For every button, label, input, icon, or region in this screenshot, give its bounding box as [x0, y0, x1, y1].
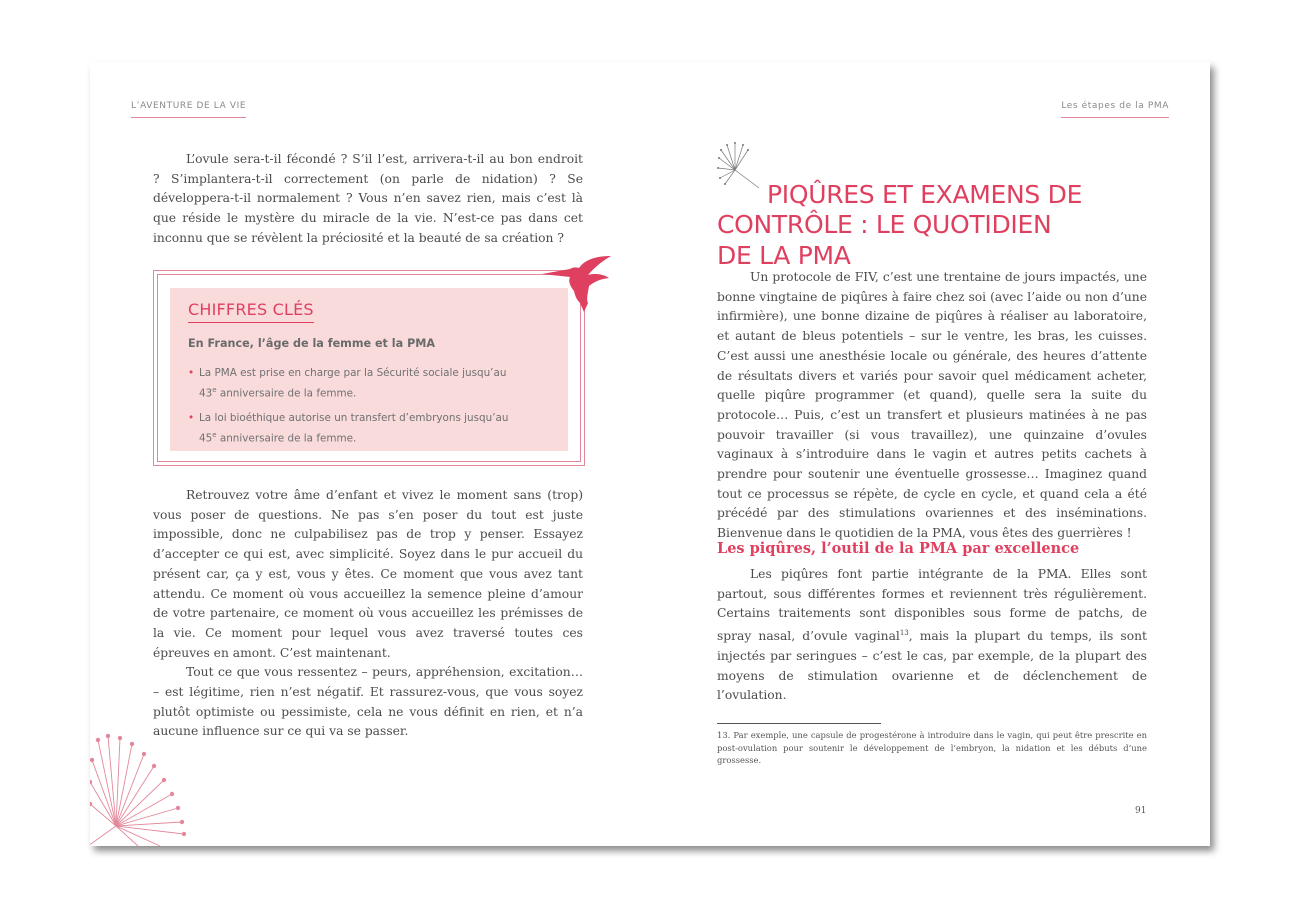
key-figure-age: 45 — [199, 432, 213, 445]
key-figures-subtitle: En France, l’âge de la femme et la PMA — [188, 337, 436, 350]
section-heading: Les piqûres, l’outil de la PMA par excellence — [717, 540, 1080, 557]
footnote-reference: 13 — [899, 629, 909, 638]
key-figures-list — [188, 365, 558, 456]
key-figure-line: • La loi bioéthique autorise un transfert d’embryons jusqu’au — [199, 412, 509, 425]
key-figure-age: 43 — [199, 387, 213, 400]
left-body-text — [153, 486, 583, 742]
chapter-title — [717, 180, 1117, 272]
dandelion-icon — [90, 730, 188, 846]
key-figure-line — [199, 427, 558, 447]
paragraph-text: Les piqûres font partie intégrante de la PMA. Elles sont partout, sous différentes formes et reviennent très régulièrement. Certains traitements sont disponibles sous forme de patchs, de spray nasal, d’ovule vaginal — [717, 567, 1147, 644]
footnote: 13. Par exemple, une capsule de progestérone à introduire dans le vagin, qui peut être prescrite en post-ovulation pour soutenir le développement de l’embryon, la nidation et les débuts d’une grossesse. — [717, 730, 1147, 766]
ordinal-suffix: e — [212, 386, 217, 394]
left-intro-text — [153, 150, 583, 249]
right-running-head: Les étapes de la PMA — [1061, 101, 1169, 118]
chapter-title-line: DE LA PMA — [717, 240, 851, 270]
key-figure-line: • La PMA est prise en charge par la Sécurité sociale jusqu’au — [199, 367, 507, 379]
key-figure-rest: anniversaire de la femme. — [216, 387, 357, 400]
key-figure-item — [188, 365, 558, 402]
body-paragraph: Tout ce que vous ressentez – peurs, appréhension, excitation… – est légitime, rien n’est négatif. Et rassurez-vous, que vous soyez plutôt optimiste ou pessimiste, cela ne vous définit en rien, et n’a aucune influence sur ce qui va se passer. — [153, 665, 583, 739]
book-spread — [90, 62, 1210, 846]
chapter-title-line: PIQÛRES ET EXAMENS DE — [767, 179, 1083, 209]
key-figures-title: CHIFFRES CLÉS — [188, 300, 314, 323]
body-paragraph: Retrouvez votre âme d’enfant et vivez le moment sans (trop) vous poser de questions. Ne pas s’en poser du tout est juste impossible, donc ne culpabilisez pas de trop y penser. Essayez d’accepter ce qui est, avec simplicité. Soyez dans le pur accueil du présent car, ça y est, vous y êtes. Ce moment que vous avez tant attendu. Ce moment où vous accueillez la semence pleine d’amour de votre partenaire, ce moment où vous accueillez les prémisses de la vie. Ce moment pour lequel vous avez traversé toutes ces épreuves en amont. C’est maintenant. — [153, 488, 583, 660]
left-running-head: L’AVENTURE DE LA VIE — [131, 101, 246, 118]
hummingbird-icon — [540, 256, 614, 314]
key-figure-line — [199, 382, 558, 402]
right-body-text — [717, 565, 1147, 706]
key-figures-box — [153, 270, 585, 466]
page-number: 91 — [1135, 806, 1147, 816]
key-figure-item — [188, 410, 558, 447]
footnote-divider — [717, 723, 881, 724]
intro-paragraph: L’ovule sera-t-il fécondé ? S’il l’est, arrivera-t-il au bon endroit ? S’implantera-t-il correctement (on parle de nidation) ? Se développera-t-il normalement ? Vous n’en savez rien, mais c’est là que réside le mystère du miracle de la vie. N’est-ce pas dans cet inconnu que se révèlent la préciosité et la beauté de sa création ? — [153, 152, 583, 245]
chapter-title-line: CONTRÔLE : LE QUOTIDIEN — [717, 210, 1052, 240]
key-figures-panel — [170, 288, 568, 451]
body-paragraph — [717, 565, 1147, 706]
right-intro-text — [717, 268, 1147, 544]
paragraph-text: , mais la plupart du temps, ils sont injectés par seringues – c’est le cas, par exemple, de la plupart des moyens de stimulation ovarienne et de déclenchement de l’ovulation. — [717, 629, 1147, 703]
body-paragraph: Un protocole de FIV, c’est une trentaine de jours impactés, une bonne vingtaine de piqûres à faire chez soi (avec l’aide ou non d’une infirmière), une bonne dizaine de piqûres à réaliser au laboratoire, et autant de bleus potentiels – sur le ventre, les bras, les cuisses. C’est aussi une anesthésie locale ou générale, des heures d’attente de résultats divers et variés pour savoir quel médicament acheter, quelle piqûre programmer (et quand), quelle sera la suite du protocole… Puis, c’est un transfert et plusieurs matinées à ne pas pouvoir travailler (si vous travaillez), une quinzaine d’ovules vaginaux à s’introduire dans le vagin et autres petits cachets à prendre pour soutenir une éventuelle grossesse… Imaginez quand tout ce processus se répète, de cycle en cycle, et quand cela a été précédé par des stimulations ovariennes et des inséminations. Bienvenue dans le quotidien de la PMA, vous êtes des guerrières ! — [717, 270, 1147, 541]
key-figure-rest: anniversaire de la femme. — [216, 432, 357, 445]
ordinal-suffix: e — [212, 431, 217, 440]
